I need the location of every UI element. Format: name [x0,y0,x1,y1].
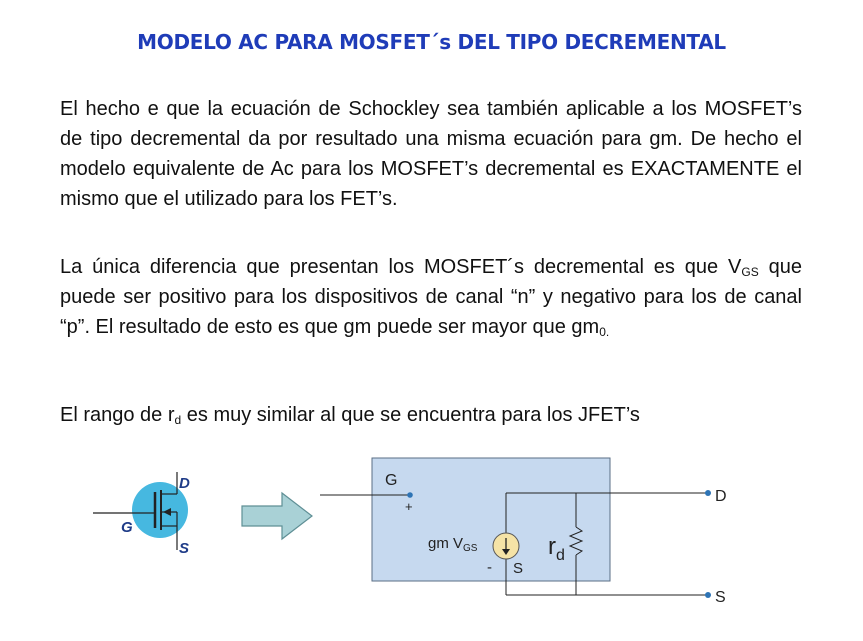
mosfet-symbol [85,468,215,568]
paragraph-shockley: El hecho e que la ecuación de Schockley sea también aplicable a los MOSFET’s de tipo decremental da por resultado una misma ecuación para gm. De hecho el modelo equivalente de Ac para los MOSFET’s decremental es EXACTAMENTE el mismo que el utilizado para los FET’s. [60,98,802,210]
paragraph-rd-range [60,400,802,430]
paragraph-difference-text-b: que puede ser positivo para los dispositivos de canal “n” y negativo para los de canal “p”. El resultado de esto es que gm puede ser mayor que gm [60,256,802,338]
mosfet-source-label: S [179,540,190,557]
gate-label: G [385,472,398,489]
gm0-subscript: 0. [599,325,610,339]
minus-label: - [487,559,492,576]
paragraph-difference [60,252,802,342]
gate-terminal [407,492,413,498]
rd-label-r: r [548,533,556,560]
source-inner-label: S [513,560,524,577]
drain-terminal [705,490,711,496]
source-terminal [705,592,711,598]
paragraph-rd-text-a: El rango de r [60,404,175,426]
source-output-label: S [715,589,726,606]
mosfet-drain-label: D [179,475,190,492]
mosfet-gate-label: G [121,519,133,536]
paragraph-rd-text-b: es muy similar al que se encuentra para los JFET’s [181,404,640,426]
arrow-shape [242,493,312,539]
drain-output-label: D [715,488,727,505]
paragraph-difference-text-a: La única diferencia que presentan los MOSFET´s decremental es que V [60,256,742,278]
plus-label: + [405,499,413,514]
vgs-subscript: GS [741,265,759,279]
rd-label-sub: d [556,547,565,564]
equivalent-circuit [320,455,740,610]
gm-vgs-subscript: GS [463,543,478,554]
page-title: MODELO AC PARA MOSFET´s DEL TIPO DECREMENTAL [137,30,726,54]
rd-subscript: d [174,413,182,427]
transform-arrow-icon [238,490,318,542]
gm-vgs-prefix: gm V [428,535,464,552]
